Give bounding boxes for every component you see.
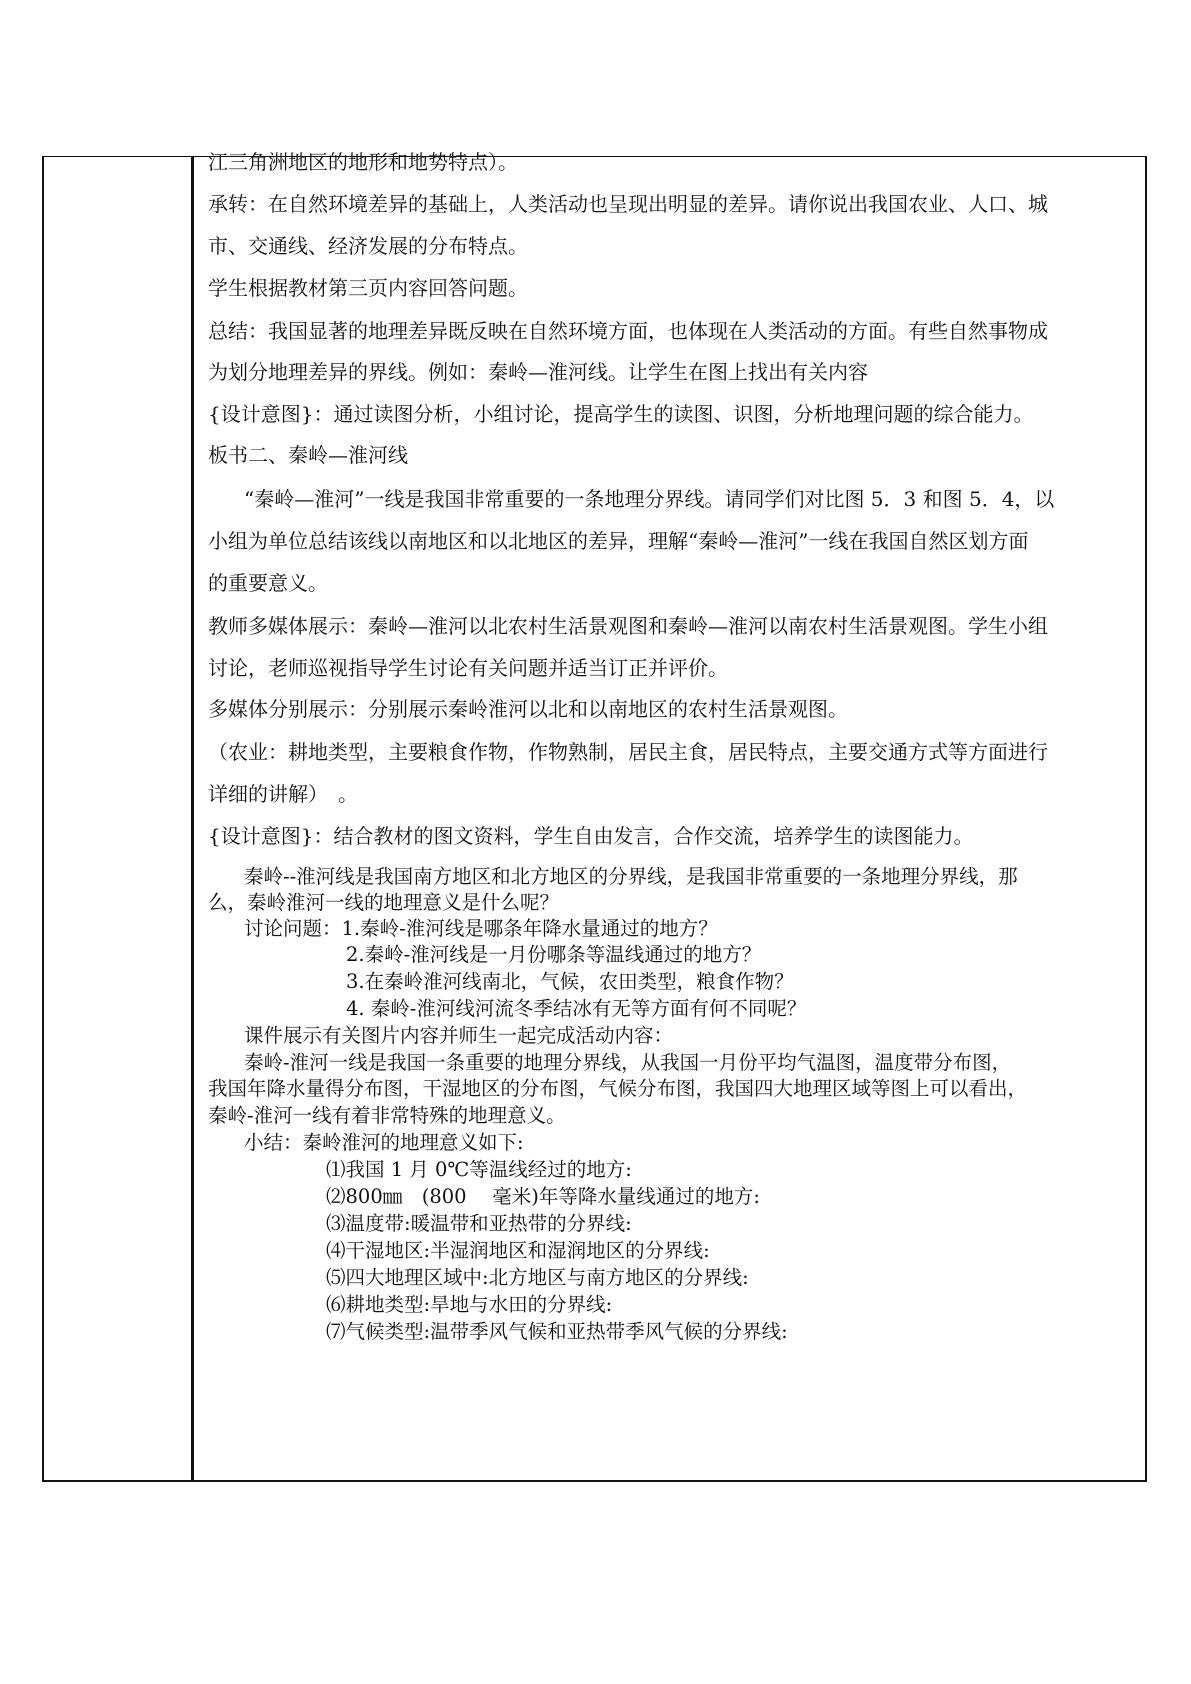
- list-item: ⑹耕地类型:旱地与水田的分界线:: [326, 1293, 613, 1316]
- list-item: ⑵800㎜ (800 毫米)年等降水量线通过的地方:: [326, 1185, 760, 1208]
- list-item: ⑶温度带:暖温带和亚热带的分界线:: [326, 1212, 632, 1235]
- text-line: 为划分地理差异的界线。例如：秦岭—淮河线。让学生在图上找出有关内容: [208, 360, 868, 384]
- text-line: 的重要意义。: [208, 571, 328, 595]
- text-line: 秦岭--淮河线是我国南方地区和北方地区的分界线，是我国非常重要的一条地理分界线，那: [244, 865, 1018, 888]
- list-item: ⑺气候类型:温带季风气候和亚热带季风气候的分界线:: [326, 1320, 788, 1343]
- text-line: 课件展示有关图片内容并师生一起完成活动内容：: [244, 1024, 674, 1047]
- text-line: 详细的讲解） 。: [208, 782, 358, 806]
- text-line: 小结：秦岭淮河的地理意义如下:: [244, 1131, 524, 1154]
- text-line: 3.在秦岭淮河线南北，气候，农田类型，粮食作物？: [346, 970, 794, 993]
- text-line: 承转：在自然环境差异的基础上，人类活动也呈现出明显的差异。请你说出我国农业、人口、城: [208, 192, 1048, 216]
- content-cell: [194, 150, 1145, 1480]
- text-line: 板书二、秦岭—淮河线: [208, 443, 408, 467]
- left-column: [44, 157, 194, 1480]
- text-line: 秦岭-淮河一线有着非常特殊的地理意义。: [208, 1104, 566, 1127]
- list-item: ⑸四大地理区域中:北方地区与南方地区的分界线:: [326, 1266, 749, 1289]
- list-item: ⑷干湿地区:半湿润地区和湿润地区的分界线:: [326, 1239, 710, 1262]
- text-line: 我国年降水量得分布图，干湿地区的分布图，气候分布图，我国四大地理区域等图上可以看出，: [208, 1077, 1028, 1100]
- text-line: 总结：我国显著的地理差异既反映在自然环境方面，也体现在人类活动的方面。有些自然事物成: [208, 319, 1048, 343]
- text-line: {设计意图}：结合教材的图文资料，学生自由发言，合作交流，培养学生的读图能力。: [208, 824, 974, 848]
- text-line: 讨论，老师巡视指导学生讨论有关问题并适当订正并评价。: [208, 656, 728, 680]
- text-line: {设计意图}：通过读图分析，小组讨论，提高学生的读图、识图，分析地理问题的综合能力。: [208, 402, 1034, 426]
- text-line: 教师多媒体展示：秦岭—淮河以北农村生活景观图和秦岭—淮河以南农村生活景观图。学生小组: [208, 614, 1048, 638]
- lesson-table: [42, 150, 1147, 1482]
- text-line: 小组为单位总结该线以南地区和以北地区的差异，理解“秦岭—淮河”一线在我国自然区划方面: [208, 529, 1029, 553]
- text-line: （农业：耕地类型，主要粮食作物，作物熟制，居民主食，居民特点，主要交通方式等方面进行: [208, 740, 1048, 764]
- text-line: “秦岭—淮河”一线是我国非常重要的一条地理分界线。请同学们对比图 5．3 和图 5．4，以: [244, 487, 1055, 511]
- text-line: 4. 秦岭-淮河线河流冬季结冰有无等方面有何不同呢？: [346, 997, 807, 1020]
- text-line: 2.秦岭-淮河线是一月份哪条等温线通过的地方？: [346, 943, 762, 966]
- text-line: 么，秦岭淮河一线的地理意义是什么呢？: [208, 891, 560, 914]
- text-line: 多媒体分别展示：分别展示秦岭淮河以北和以南地区的农村生活景观图。: [208, 697, 848, 721]
- list-item: ⑴我国 1 月 0℃等温线经过的地方:: [326, 1158, 632, 1181]
- text-line: 江三角洲地区的地形和地势特点）。: [208, 150, 518, 174]
- text-line: 讨论问题：1.秦岭-淮河线是哪条年降水量通过的地方？: [244, 917, 718, 940]
- text-line: 学生根据教材第三页内容回答问题。: [208, 276, 528, 300]
- text-line: 秦岭-淮河一线是我国一条重要的地理分界线，从我国一月份平均气温图，温度带分布图，: [244, 1051, 1012, 1074]
- text-line: 市、交通线、经济发展的分布特点。: [208, 234, 528, 258]
